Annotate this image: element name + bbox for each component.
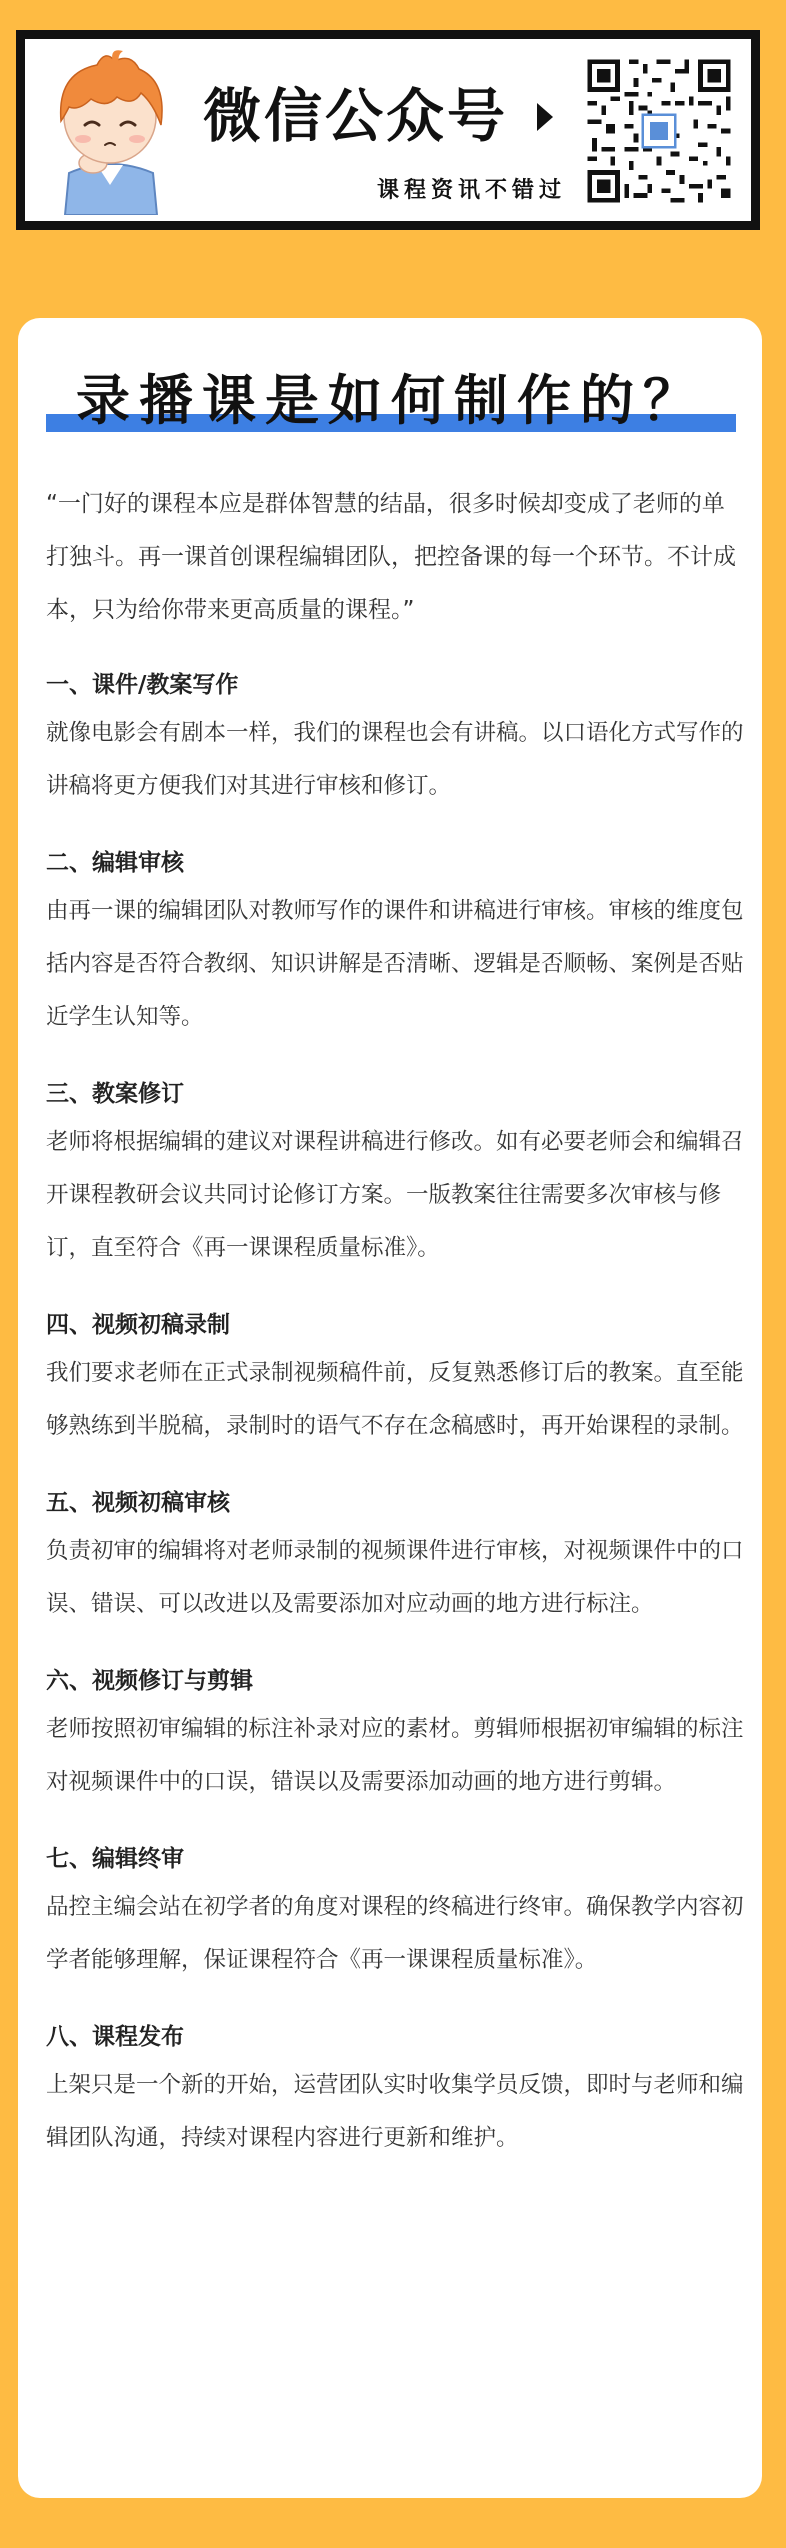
qr-code-icon[interactable]: [583, 55, 735, 207]
section-text: 老师按照初审编辑的标注补录对应的素材。剪辑师根据初审编辑的标注对视频课件中的口误，错误以及需要添加动画的地方进行剪辑。: [46, 1716, 744, 1795]
section-heading: 一、课件/教案写作: [46, 672, 239, 698]
section-text: 负责初审的编辑将对老师录制的视频课件进行审核，对视频课件中的口误、错误、可以改进以及需要添加对应动画的地方进行标注。: [46, 1538, 744, 1617]
section-heading: 三、教案修订: [46, 1081, 184, 1107]
title-block: [46, 366, 736, 442]
section-text: 品控主编会站在初学者的角度对课程的终稿进行终审。确保教学内容初学者能够理解，保证课程符合《再一课课程质量标准》。: [46, 1894, 744, 1973]
section-heading: 六、视频修订与剪辑: [46, 1668, 253, 1694]
section-7: [46, 1837, 746, 1987]
section-3: [46, 1072, 746, 1275]
section-text: 由再一课的编辑团队对教师写作的课件和讲稿进行审核。审核的维度包括内容是否符合教纲、知识讲解是否清晰、逻辑是否顺畅、案例是否贴近学生认知等。: [46, 898, 744, 1030]
triangle-right-icon: [537, 103, 553, 131]
mascot-avatar: [35, 45, 185, 215]
section-text: 我们要求老师在正式录制视频稿件前，反复熟悉修订后的教案。直至能够熟练到半脱稿，录制时的语气不存在念稿感时，再开始课程的录制。: [46, 1360, 744, 1439]
section-heading: 七、编辑终审: [46, 1846, 184, 1872]
section-1: [46, 663, 746, 813]
article-card: [18, 318, 762, 2498]
page-title: 录播课是如何制作的？: [76, 369, 706, 432]
section-text: 老师将根据编辑的建议对课程讲稿进行修改。如有必要老师会和编辑召开课程教研会议共同讨论修订方案。一版教案往往需要多次审核与修订，直至符合《再一课课程质量标准》。: [46, 1129, 744, 1261]
section-4: [46, 1303, 746, 1453]
section-2: [46, 841, 746, 1044]
section-heading: 八、课程发布: [46, 2024, 184, 2050]
section-8: [46, 2015, 746, 2165]
section-6: [46, 1659, 746, 1809]
banner-subtitle: 课程资讯不错过: [377, 177, 567, 203]
section-text: 就像电影会有剧本一样，我们的课程也会有讲稿。以口语化方式写作的讲稿将更方便我们对其进行审核和修订。: [46, 720, 744, 799]
section-heading: 四、视频初稿录制: [46, 1312, 230, 1338]
section-heading: 五、视频初稿审核: [46, 1490, 230, 1516]
article-body: [46, 478, 746, 2193]
intro-quote: “一门好的课程本应是群体智慧的结晶，很多时候却变成了老师的单打独斗。再一课首创课程编辑团队，把控备课的每一个环节。不计成本，只为给你带来更高质量的课程。”: [46, 491, 736, 623]
section-heading: 二、编辑审核: [46, 850, 184, 876]
section-text: 上架只是一个新的开始，运营团队实时收集学员反馈，即时与老师和编辑团队沟通，持续对课程内容进行更新和维护。: [46, 2072, 744, 2151]
section-5: [46, 1481, 746, 1631]
wechat-banner: [16, 30, 760, 230]
banner-title: 微信公众号: [203, 82, 509, 150]
